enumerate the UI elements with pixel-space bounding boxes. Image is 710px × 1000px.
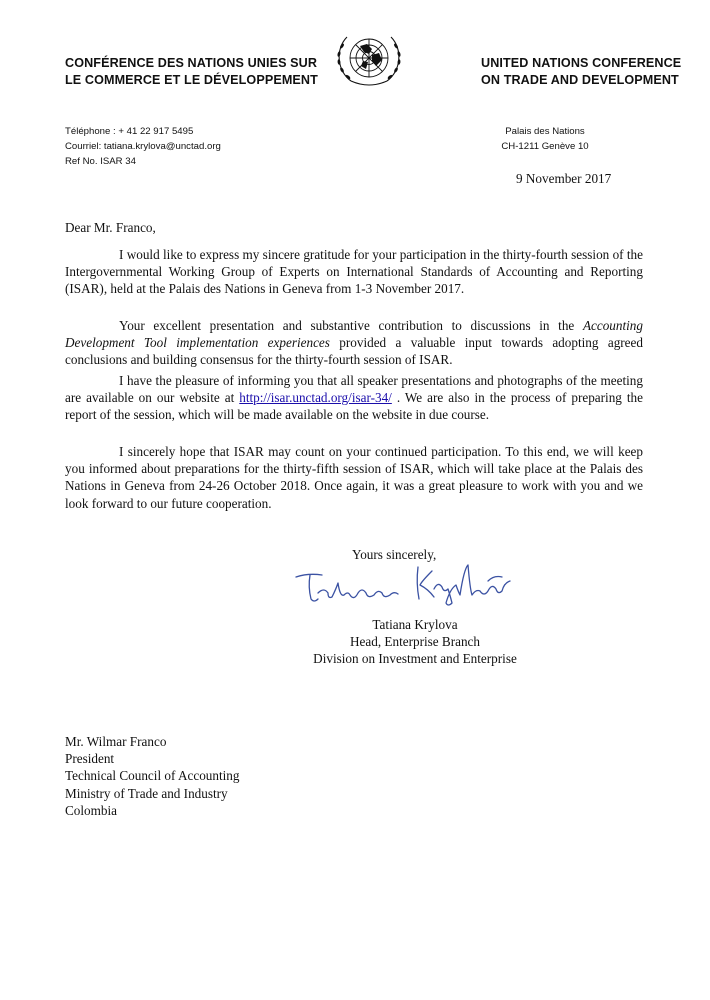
header-english-line-2: ON TRADE AND DEVELOPMENT <box>481 73 679 87</box>
addressee-position: President <box>65 751 115 767</box>
letter-date: 9 November 2017 <box>516 171 612 186</box>
body-paragraph-4: I sincerely hope that ISAR may count on your continued participation. To this end, we will keep you informed about preparations for the thirty-fifth session of ISAR, which will take place at the Palais des Nations in Geneva from 24-26 October 2018. Once again, it was a great pleasure to work with you and we look forward to our future cooperation. <box>65 444 643 511</box>
addressee-block <box>65 733 240 819</box>
paragraph-3-text-end: . We are also in the process of preparing the report of the session, which will be made available on the website in due course. <box>65 390 643 423</box>
header-french-line-2: LE COMMERCE ET LE DÉVELOPPEMENT <box>65 73 318 87</box>
addressee-country: Colombia <box>65 802 118 818</box>
signature-block <box>290 616 540 667</box>
paragraph-3-text-start: I have the pleasure of informing you that all speaker presentations and photographs of the meeting are available on our website at <box>65 373 643 406</box>
header-french-line-1: CONFÉRENCE DES NATIONS UNIES SUR <box>65 56 318 70</box>
body-paragraph-2 <box>65 317 643 369</box>
header-english-line-1: UNITED NATIONS CONFERENCE <box>481 56 682 70</box>
body-paragraph-1: I would like to express my sincere gratitude for your participation in the thirty-fourth session of the Intergovernmental Working Group of Experts on International Standards of Accounting and Reporting (ISAR), held at the Palais des Nations in Geneva from 1-3 November 2017. <box>65 247 643 297</box>
reference-number: Ref No. ISAR 34 <box>65 156 136 167</box>
website-link[interactable]: http://isar.unctad.org/isar-34/ <box>239 390 392 406</box>
session-topic-italic: Accounting Development Tool implementation experiences <box>65 318 643 351</box>
un-emblem-icon <box>329 31 409 97</box>
salutation: Dear Mr. Franco, <box>65 220 156 235</box>
address-line-1: Palais des Nations <box>505 126 585 137</box>
handwritten-signature <box>288 559 524 609</box>
paragraph-2-text-start: Your excellent presentation and substantive contribution to discussions in the <box>119 318 583 333</box>
email-address: Courriel: tatiana.krylova@unctad.org <box>65 141 221 152</box>
closing-phrase: Yours sincerely, <box>352 547 437 562</box>
contact-details <box>65 124 221 169</box>
signatory-title: Head, Enterprise Branch <box>350 634 480 649</box>
phone-number: Téléphone : + 41 22 917 5495 <box>65 126 194 137</box>
addressee-organization: Technical Council of Accounting <box>65 768 240 784</box>
signatory-division: Division on Investment and Enterprise <box>313 651 517 666</box>
address-line-2: CH-1211 Genève 10 <box>501 141 589 152</box>
header-english <box>481 55 681 89</box>
addressee-ministry: Ministry of Trade and Industry <box>65 785 228 801</box>
postal-address <box>470 124 620 154</box>
body-paragraph-3 <box>65 372 643 424</box>
addressee-name: Mr. Wilmar Franco <box>65 734 167 749</box>
signatory-name: Tatiana Krylova <box>372 617 458 632</box>
header-french <box>65 55 318 89</box>
paragraph-2-text-end: provided a valuable input towards adopting agreed conclusions and building consensus for the thirty-fourth session of ISAR. <box>65 335 643 368</box>
